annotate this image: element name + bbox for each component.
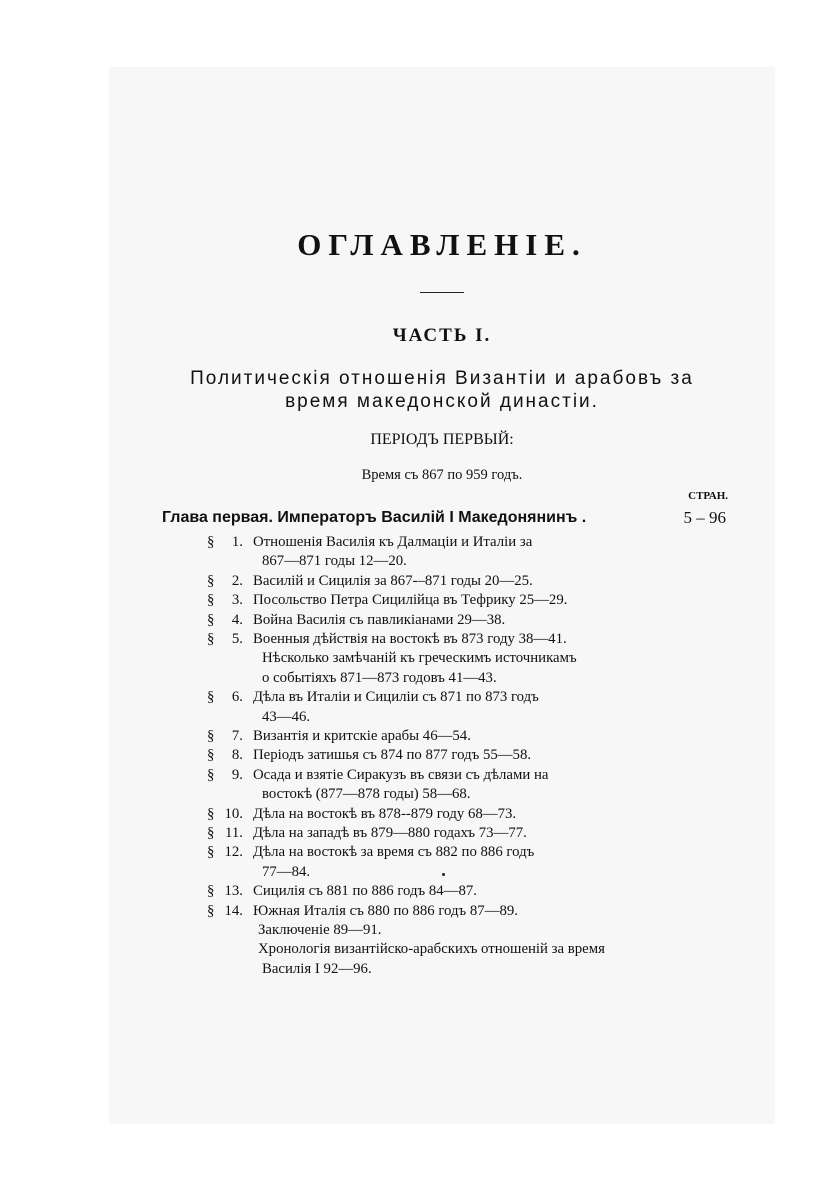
section-symbol: § bbox=[207, 631, 215, 647]
section-number: 4. bbox=[231, 611, 243, 628]
section-symbol: § bbox=[207, 805, 215, 822]
book-page bbox=[109, 67, 775, 1124]
section-number: 3. bbox=[231, 592, 243, 609]
section-title: Сицилія съ 881 по 886 годъ 84—87. bbox=[253, 883, 477, 900]
part-heading: ЧАСТЬ I. bbox=[392, 325, 492, 346]
section-title: Дѣла на западѣ въ 879—880 годахъ 73—77. bbox=[253, 825, 527, 841]
pages-column-label: СТРАН. bbox=[688, 490, 728, 502]
section-title-continuation: востокѣ (877—878 годы) 58—68. bbox=[262, 786, 471, 803]
section-symbol: § bbox=[207, 766, 215, 783]
section-number: 1. bbox=[231, 534, 243, 550]
section-title-continuation: о событіяхъ 871—873 годовъ 41—43. bbox=[262, 669, 497, 686]
section-title: Посольство Петра Сицилійца въ Тефрику 25—29. bbox=[253, 592, 568, 609]
section-number: 11. bbox=[225, 825, 243, 841]
print-speck bbox=[442, 873, 445, 876]
section-symbol: § bbox=[207, 728, 215, 744]
section-symbol: § bbox=[207, 534, 215, 550]
section-title: Періодъ затишья съ 874 по 877 годъ 55—58. bbox=[253, 747, 532, 764]
section-number: 8. bbox=[231, 747, 243, 764]
entry-title-continuation: Василія I 92—96. bbox=[262, 960, 372, 977]
time-range: Время съ 867 по 959 годъ. bbox=[361, 467, 523, 483]
section-symbol: § bbox=[207, 825, 215, 841]
title-divider bbox=[420, 292, 464, 293]
section-title: Византія и критскіе арабы 46—54. bbox=[253, 728, 471, 744]
section-title: Дѣла на востокѣ въ 878--879 году 68—73. bbox=[253, 805, 517, 822]
section-title: Южная Италія съ 880 по 886 годъ 87—89. bbox=[253, 902, 518, 919]
part-title-line: время македонской династіи. bbox=[285, 391, 599, 412]
section-title-continuation: 867—871 годы 12—20. bbox=[262, 553, 407, 570]
section-number: 10. bbox=[224, 805, 243, 822]
section-symbol: § bbox=[207, 689, 215, 706]
chapter-pages: 5 – 96 bbox=[683, 508, 726, 527]
section-title: Отношенія Василія къ Далмаціи и Италіи за bbox=[253, 534, 533, 550]
section-number: 5. bbox=[231, 631, 243, 647]
section-symbol: § bbox=[207, 611, 215, 628]
section-title: Осада и взятіе Сиракузъ въ связи съ дѣлами на bbox=[253, 766, 549, 783]
section-symbol: § bbox=[207, 902, 215, 919]
section-symbol: § bbox=[207, 883, 215, 900]
section-title-continuation: 77—84. bbox=[262, 863, 311, 880]
section-number: 2. bbox=[231, 572, 243, 589]
section-symbol: § bbox=[207, 747, 215, 764]
section-number: 13. bbox=[224, 883, 243, 900]
section-number: 14. bbox=[224, 902, 243, 919]
section-symbol: § bbox=[207, 844, 215, 861]
section-number: 9. bbox=[231, 766, 243, 783]
section-title-continuation: 43—46. bbox=[262, 708, 311, 725]
entry-title: Заключеніе 89—91. bbox=[258, 922, 382, 938]
section-symbol: § bbox=[207, 592, 215, 609]
section-number: 6. bbox=[231, 689, 243, 706]
section-title: Война Василія съ павликіанами 29—38. bbox=[253, 611, 506, 628]
period-heading: ПЕРІОДЪ ПЕРВЫЙ: bbox=[370, 431, 514, 448]
entry-title: Хронологія византійско-арабскихъ отношеній за время bbox=[258, 941, 605, 958]
section-title: Василій и Сицилія за 867-–871 годы 20—25. bbox=[253, 572, 533, 589]
section-title: Дѣла на востокѣ за время съ 882 по 886 годъ bbox=[253, 844, 535, 861]
section-title: Военныя дѣйствія на востокѣ въ 873 году 38—41. bbox=[253, 631, 567, 647]
page-title: ОГЛАВЛЕНІЕ. bbox=[297, 227, 587, 262]
section-title-continuation: Нѣсколько замѣчаній къ греческимъ источникамъ bbox=[262, 650, 577, 667]
section-number: 7. bbox=[231, 728, 243, 744]
chapter-title: Глава первая. Императоръ Василій I Македонянинъ . bbox=[162, 509, 587, 526]
section-symbol: § bbox=[207, 572, 215, 589]
section-number: 12. bbox=[224, 844, 243, 861]
section-title: Дѣла въ Италіи и Сициліи съ 871 по 873 годъ bbox=[253, 689, 539, 706]
part-title-line: Политическія отношенія Византіи и арабовъ за bbox=[190, 368, 694, 389]
